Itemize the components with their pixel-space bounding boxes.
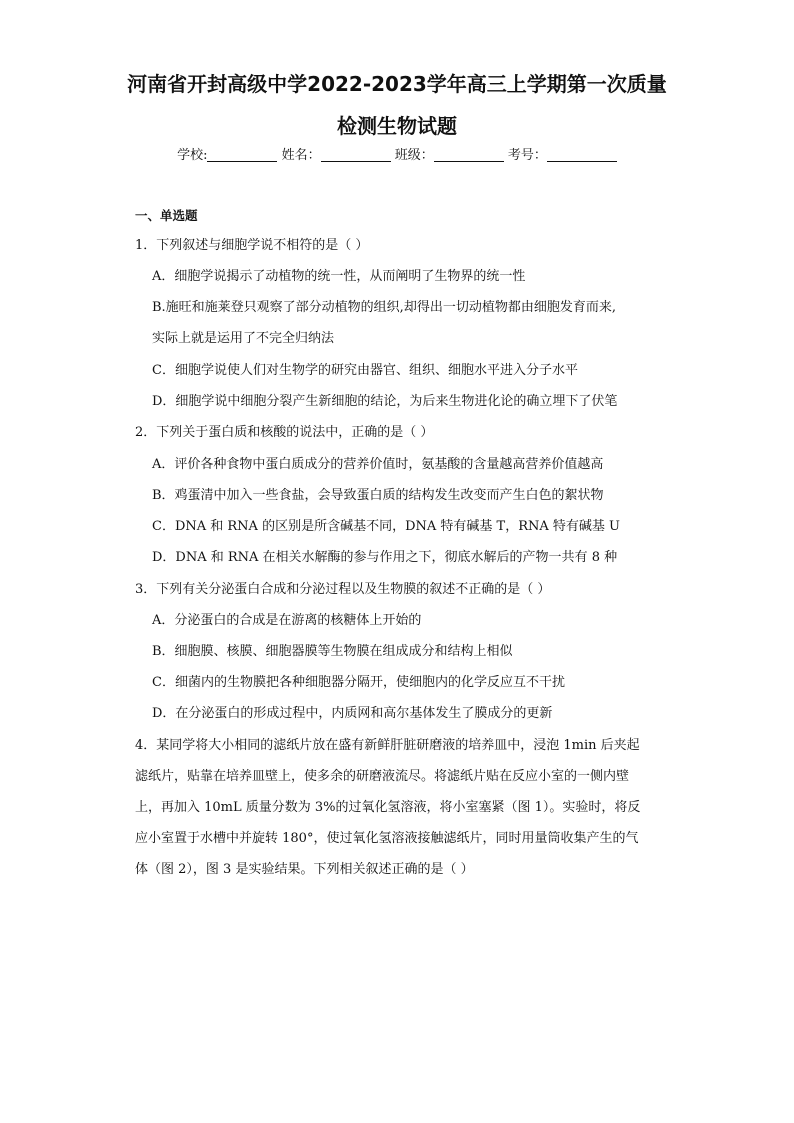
school-label: 学校:: [177, 148, 208, 163]
q2-option-b: B．鸡蛋清中加入一些食盐，会导致蛋白质的结构发生改变而产生白色的絮状物: [152, 488, 604, 503]
q2-option-d: D．DNA 和 RNA 在相关水解酶的参与作用之下，彻底水解后的产物一共有 8 种: [152, 550, 618, 565]
q3-option-c: C．细菌内的生物膜把各种细胞器分隔开，使细胞内的化学反应互不干扰: [152, 675, 565, 690]
class-blank[interactable]: [434, 148, 504, 162]
exam-no-blank[interactable]: [547, 148, 617, 162]
q4-line-5: 体（图 2），图 3 是实验结果。下列相关叙述正确的是（ ）: [135, 862, 474, 877]
q1-option-d: D．细胞学说中细胞分裂产生新细胞的结论，为后来生物进化论的确立埋下了伏笔: [152, 394, 618, 409]
q4-line-4: 应小室置于水槽中并旋转 180°，使过氧化氢溶液接触滤纸片，同时用量筒收集产生的气: [135, 831, 639, 846]
title-line-2: 检测生物试题: [337, 114, 457, 138]
q2-option-a: A．评价各种食物中蛋白质成分的营养价值时，氨基酸的含量越高营养价值越高: [152, 457, 604, 472]
class-label: 班级：: [394, 148, 434, 163]
exam-no-label: 考号：: [507, 148, 547, 163]
name-label: 姓名：: [281, 148, 321, 163]
q2-option-c: C．DNA 和 RNA 的区别是所含碱基不同，DNA 特有碱基 T，RNA 特有碱基 U: [152, 519, 620, 534]
q4-line-3: 上，再加入 10mL 质量分数为 3%的过氧化氢溶液，将小室塞紧（图 1）。实验时，将反: [135, 800, 641, 815]
q3-option-b: B．细胞膜、核膜、细胞器膜等生物膜在组成成分和结构上相似: [152, 644, 513, 659]
title-line-1: 河南省开封高级中学2022-2023学年高三上学期第一次质量: [127, 72, 667, 96]
q1-stem: 1．下列叙述与细胞学说不相符的是（ ）: [135, 238, 369, 253]
q3-option-d: D．在分泌蛋白的形成过程中，内质网和高尔基体发生了膜成分的更新: [152, 706, 553, 721]
q4-line-2: 滤纸片，贴靠在培养皿壁上，使多余的研磨液流尽。将滤纸片贴在反应小室的一侧内壁: [135, 769, 630, 784]
section-title: 一、单选题: [135, 208, 198, 223]
name-blank[interactable]: [321, 148, 391, 162]
q4-line-1: 4．某同学将大小相同的滤纸片放在盛有新鲜肝脏研磨液的培养皿中，浸泡 1min 后夹起: [135, 738, 640, 753]
school-blank[interactable]: [207, 148, 277, 162]
q1-option-a: A．细胞学说揭示了动植物的统一性，从而阐明了生物界的统一性: [152, 269, 526, 284]
q2-stem: 2．下列关于蛋白质和核酸的说法中，正确的是（ ）: [135, 425, 434, 440]
q3-stem: 3．下列有关分泌蛋白合成和分泌过程以及生物膜的叙述不正确的是（ ）: [135, 582, 551, 597]
q1-option-b: B.施旺和施莱登只观察了部分动植物的组织,却得出一切动植物都由细胞发育而来,: [152, 300, 616, 315]
student-info-row: [0, 144, 794, 163]
q1-option-b-cont: 实际上就是运用了不完全归纳法: [152, 331, 335, 346]
q1-option-c: C．细胞学说使人们对生物学的研究由器官、组织、细胞水平进入分子水平: [152, 363, 578, 378]
q3-option-a: A．分泌蛋白的合成是在游离的核糖体上开始的: [152, 613, 422, 628]
